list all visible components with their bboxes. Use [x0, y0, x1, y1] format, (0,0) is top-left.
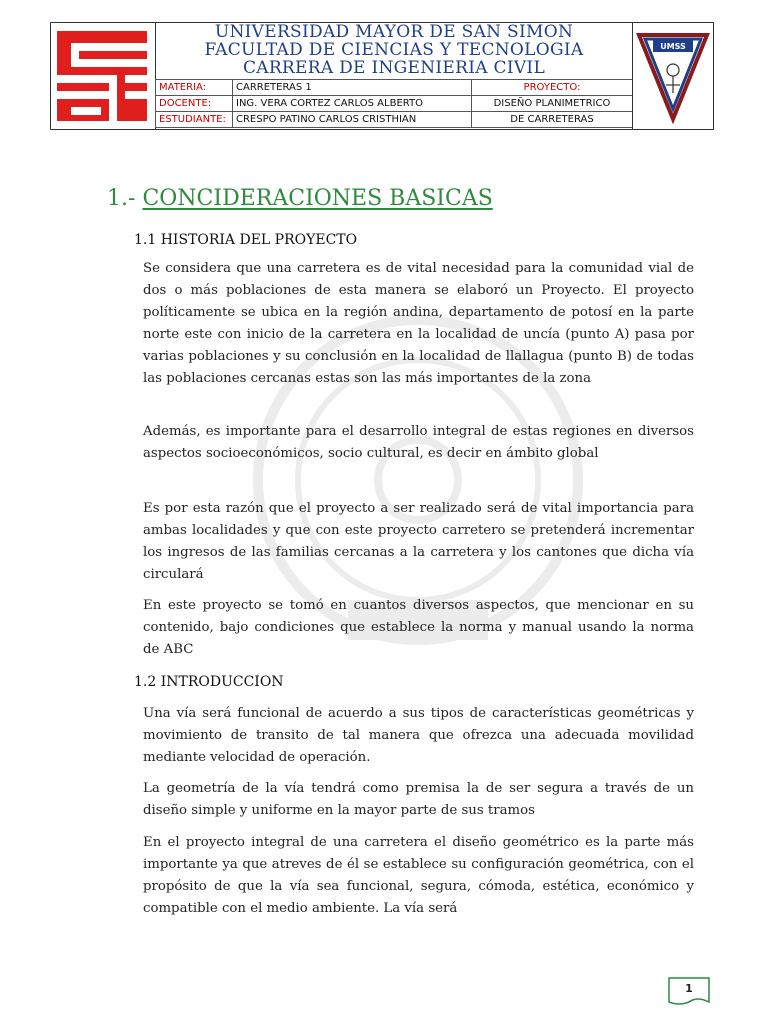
- paragraph: Es por esta razón que el proyecto a ser realizado será de vital importancia para ambas localidades y que con este proyecto carretero se pretenderá incrementar los ingresos de las familias cercanas a la carretera y los cantones que dicha vía circulará: [143, 501, 694, 582]
- subsection-title-historia: 1.1 HISTORIA DEL PROYECTO: [134, 232, 358, 248]
- proyecto-title-line2: DE CARRETERAS: [472, 112, 633, 128]
- estudiante-label: ESTUDIANTE:: [156, 112, 233, 128]
- page-number: 1: [685, 982, 693, 995]
- career-name: CARRERA DE INGENIERIA CIVIL: [242, 58, 546, 78]
- document-header: [50, 22, 714, 130]
- info-row-docente: [156, 96, 633, 112]
- paragraph: Una vía será funcional de acuerdo a sus tipos de características geométricas y movimiento de transito de tal manera que ofrezca una adecuada movilidad mediante velocidad de operación.: [143, 706, 694, 765]
- materia-label: MATERIA:: [156, 80, 233, 96]
- paragraph: Se considera que una carretera es de vital necesidad para la comunidad vial de dos o más poblaciones de esta manera se elaboró un Proyecto. El proyecto políticamente se ubica en la región andina, departamento de potosí en la parte norte este con inicio de la carretera en la localidad de uncía (punto A) pasa por varias poblaciones y su conclusión en la localidad de llallagua (punto B) de todas las poblaciones cercanas estas son las más importantes de la zona: [143, 261, 694, 386]
- subsection-title-introduccion: 1.2 INTRODUCCION: [134, 674, 284, 690]
- svg-text:UMSS: UMSS: [660, 42, 686, 51]
- info-row-estudiante: [156, 112, 633, 128]
- paragraph: La geometría de la vía tendrá como premisa la de ser segura a través de un diseño simple y uniforme en la mayor parte de sus tramos: [143, 781, 694, 818]
- umss-logo: [632, 23, 713, 129]
- header-center: [155, 23, 633, 129]
- paragraph: En el proyecto integral de una carretera el diseño geométrico es la parte más importante ya que atreves de él se establece su configuración geométrica, con el propósito de que la vía sea funcional, segura, cómoda, estética, económico y compatible con el medio ambiente. La vía será: [143, 835, 694, 916]
- university-name: UNIVERSIDAD MAYOR DE SAN SIMON: [214, 22, 574, 42]
- page-number-badge: [667, 974, 711, 1006]
- docente-label: DOCENTE:: [156, 96, 233, 112]
- materia-value: CARRETERAS 1: [233, 80, 472, 96]
- info-row-materia: [156, 80, 633, 96]
- proyecto-label: PROYECTO:: [472, 80, 633, 96]
- section-number: 1.-: [107, 186, 136, 211]
- faculty-name: FACULTAD DE CIENCIAS Y TECNOLOGIA: [204, 40, 584, 60]
- info-table: [155, 79, 633, 128]
- docente-value: ING. VERA CORTEZ CARLOS ALBERTO: [233, 96, 472, 112]
- section-heading: [107, 186, 493, 211]
- paragraph: En este proyecto se tomó en cuantos diversos aspectos, que mencionar en su contenido, bajo condiciones que establece la norma y manual usando la norma de ABC: [143, 598, 694, 657]
- estudiante-value: CRESPO PATINO CARLOS CRISTHIAN: [233, 112, 472, 128]
- section-title: CONCIDERACIONES BASICAS: [142, 186, 493, 211]
- proyecto-title-line1: DISEÑO PLANIMETRICO: [472, 96, 633, 112]
- paragraph: Además, es importante para el desarrollo integral de estas regiones en diversos aspectos socioeconómicos, socio cultural, es decir en ámbito global: [143, 424, 694, 461]
- faculty-logo: [51, 23, 156, 129]
